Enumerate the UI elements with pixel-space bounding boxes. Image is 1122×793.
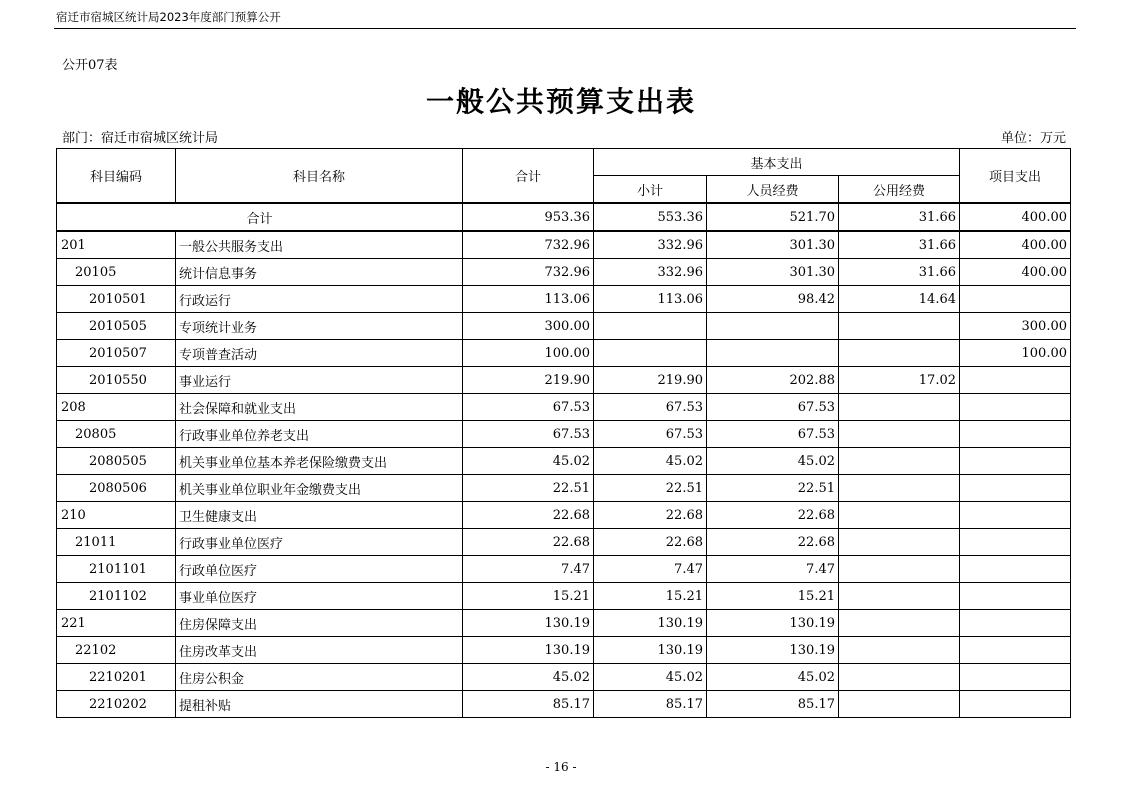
public-cell [839,313,960,340]
table-row [57,394,1071,421]
name-cell: 统计信息事务 [176,259,463,286]
project-cell [960,475,1071,502]
code-cell: 2210202 [57,691,176,718]
total-cell: 67.53 [463,421,594,448]
code-cell: 2010505 [57,313,176,340]
department-label: 部门：宿迁市宿城区统计局 [62,131,219,146]
table-row [57,691,1071,718]
name-cell: 事业单位医疗 [176,583,463,610]
subtotal-cell [594,340,707,367]
subtotal-cell: 219.90 [594,367,707,394]
code-cell: 221 [57,610,176,637]
total-cell: 130.19 [463,610,594,637]
total-cell: 732.96 [463,231,594,259]
project-cell [960,421,1071,448]
total-cell: 22.68 [463,529,594,556]
project-cell: 300.00 [960,313,1071,340]
personnel-cell: 130.19 [707,637,839,664]
subtotal-cell: 45.02 [594,664,707,691]
header-public: 公用经费 [839,176,960,204]
code-cell: 2010550 [57,367,176,394]
total-cell: 219.90 [463,367,594,394]
subtotal-cell: 130.19 [594,610,707,637]
public-cell [839,448,960,475]
table-row [57,556,1071,583]
project-cell [960,610,1071,637]
name-cell: 卫生健康支出 [176,502,463,529]
total-cell: 22.51 [463,475,594,502]
public-cell: 31.66 [839,259,960,286]
header-code: 科目编码 [57,149,176,204]
name-cell: 机关事业单位职业年金缴费支出 [176,475,463,502]
project-cell [960,556,1071,583]
name-cell: 行政单位医疗 [176,556,463,583]
header-subtotal: 小计 [594,176,707,204]
table-row [57,637,1071,664]
project-cell: 400.00 [960,231,1071,259]
subtotal-cell: 332.96 [594,231,707,259]
personnel-cell: 301.30 [707,259,839,286]
project-cell [960,367,1071,394]
subtotal-cell: 7.47 [594,556,707,583]
page-number: - 16 - [545,760,577,774]
total-cell: 85.17 [463,691,594,718]
public-cell [839,502,960,529]
name-cell: 机关事业单位基本养老保险缴费支出 [176,448,463,475]
project-cell: 400.00 [960,203,1071,231]
total-cell: 7.47 [463,556,594,583]
name-cell: 住房改革支出 [176,637,463,664]
public-cell [839,421,960,448]
total-row [57,203,1071,231]
name-cell: 一般公共服务支出 [176,231,463,259]
subtotal-cell: 553.36 [594,203,707,231]
public-cell: 31.66 [839,203,960,231]
total-cell: 67.53 [463,394,594,421]
name-cell: 行政运行 [176,286,463,313]
total-cell: 300.00 [463,313,594,340]
table-row [57,340,1071,367]
code-cell: 2010501 [57,286,176,313]
personnel-cell: 15.21 [707,583,839,610]
public-cell [839,556,960,583]
project-cell [960,691,1071,718]
personnel-cell: 85.17 [707,691,839,718]
personnel-cell [707,313,839,340]
total-cell: 22.68 [463,502,594,529]
table-row [57,367,1071,394]
table-row [57,610,1071,637]
public-cell [839,664,960,691]
public-cell [839,529,960,556]
code-cell: 22102 [57,637,176,664]
subtotal-cell: 15.21 [594,583,707,610]
subtotal-cell: 113.06 [594,286,707,313]
table-row [57,286,1071,313]
header-rule [54,28,1076,29]
personnel-cell: 22.51 [707,475,839,502]
public-cell: 14.64 [839,286,960,313]
table-row [57,231,1071,259]
table-row [57,529,1071,556]
code-cell: 2210201 [57,664,176,691]
code-cell: 21011 [57,529,176,556]
table-row [57,502,1071,529]
total-cell: 100.00 [463,340,594,367]
total-cell: 45.02 [463,448,594,475]
code-cell: 210 [57,502,176,529]
public-cell [839,610,960,637]
total-cell: 130.19 [463,637,594,664]
subtotal-cell: 45.02 [594,448,707,475]
table-row [57,421,1071,448]
name-cell: 住房公积金 [176,664,463,691]
personnel-cell: 301.30 [707,231,839,259]
code-cell: 201 [57,231,176,259]
running-header: 宿迁市宿城区统计局2023年度部门预算公开 [56,10,281,24]
budget-expenditure-table [56,148,1071,718]
subtotal-cell: 22.51 [594,475,707,502]
code-cell: 20105 [57,259,176,286]
personnel-cell: 67.53 [707,421,839,448]
personnel-cell: 22.68 [707,502,839,529]
code-cell: 2101102 [57,583,176,610]
project-cell [960,583,1071,610]
subtotal-cell: 332.96 [594,259,707,286]
project-cell: 400.00 [960,259,1071,286]
table-row [57,259,1071,286]
header-total: 合计 [463,149,594,204]
table-row [57,583,1071,610]
unit-label: 单位：万元 [1000,131,1066,146]
project-cell [960,286,1071,313]
public-cell [839,637,960,664]
project-cell: 100.00 [960,340,1071,367]
table-number: 公开07表 [62,58,118,73]
public-cell: 31.66 [839,231,960,259]
code-cell: 2010507 [57,340,176,367]
personnel-cell [707,340,839,367]
name-cell: 提租补贴 [176,691,463,718]
personnel-cell: 7.47 [707,556,839,583]
project-cell [960,394,1071,421]
subtotal-cell: 22.68 [594,529,707,556]
personnel-cell: 67.53 [707,394,839,421]
project-cell [960,448,1071,475]
subtotal-cell: 85.17 [594,691,707,718]
table-row [57,475,1071,502]
public-cell [839,475,960,502]
subtotal-cell: 67.53 [594,421,707,448]
public-cell [839,394,960,421]
personnel-cell: 98.42 [707,286,839,313]
name-cell: 专项普查活动 [176,340,463,367]
subtotal-cell: 130.19 [594,637,707,664]
total-cell: 732.96 [463,259,594,286]
table-row [57,448,1071,475]
code-cell: 2101101 [57,556,176,583]
total-cell: 45.02 [463,664,594,691]
total-cell: 15.21 [463,583,594,610]
subtotal-cell: 67.53 [594,394,707,421]
public-cell [839,691,960,718]
public-cell [839,340,960,367]
code-cell: 208 [57,394,176,421]
header-name: 科目名称 [176,149,463,204]
name-cell: 专项统计业务 [176,313,463,340]
table-row [57,313,1071,340]
personnel-cell: 45.02 [707,448,839,475]
personnel-cell: 45.02 [707,664,839,691]
name-cell: 事业运行 [176,367,463,394]
header-basic: 基本支出 [594,149,960,176]
personnel-cell: 202.88 [707,367,839,394]
name-cell: 住房保障支出 [176,610,463,637]
header-personnel: 人员经费 [707,176,839,204]
project-cell [960,664,1071,691]
page-title: 一般公共预算支出表 [425,85,696,118]
name-cell: 行政事业单位医疗 [176,529,463,556]
personnel-cell: 22.68 [707,529,839,556]
header-project: 项目支出 [960,149,1071,204]
project-cell [960,637,1071,664]
code-cell: 20805 [57,421,176,448]
total-label: 合计 [57,203,463,231]
personnel-cell: 130.19 [707,610,839,637]
table-row [57,664,1071,691]
subtotal-cell [594,313,707,340]
project-cell [960,529,1071,556]
public-cell [839,583,960,610]
name-cell: 行政事业单位养老支出 [176,421,463,448]
code-cell: 2080505 [57,448,176,475]
personnel-cell: 521.70 [707,203,839,231]
code-cell: 2080506 [57,475,176,502]
name-cell: 社会保障和就业支出 [176,394,463,421]
project-cell [960,502,1071,529]
public-cell: 17.02 [839,367,960,394]
total-cell: 113.06 [463,286,594,313]
subtotal-cell: 22.68 [594,502,707,529]
total-cell: 953.36 [463,203,594,231]
